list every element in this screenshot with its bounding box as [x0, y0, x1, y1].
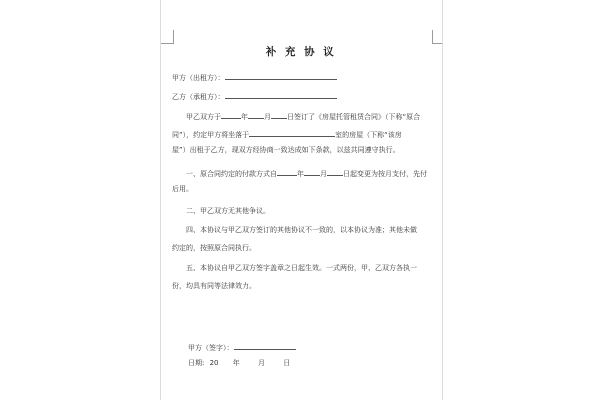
page-title: 补 充 协 议	[265, 46, 337, 58]
intro-text-d: 室的房屋（下称“该房	[335, 131, 402, 139]
party-b-label: 乙方（承租方）：	[172, 93, 225, 101]
clause-1-month-unit: 月	[320, 170, 327, 178]
intro-line-3: 屋”）出租于乙方，现双方经协商一致达成如下条款，以兹共同遵守执行。	[172, 146, 400, 154]
intro-line-2	[172, 128, 402, 140]
intro-month-blank[interactable]	[248, 110, 264, 119]
signature-line	[188, 341, 296, 353]
date-year-unit: 年	[232, 359, 240, 367]
date-month-unit: 月	[257, 359, 265, 367]
intro-text-a: 甲乙双方于	[186, 113, 221, 121]
date-line	[188, 359, 290, 368]
clause-1-day-blank[interactable]	[327, 167, 343, 176]
clause-1-month-blank[interactable]	[304, 167, 320, 176]
party-b-blank[interactable]	[225, 90, 337, 99]
intro-day-blank[interactable]	[271, 110, 287, 119]
clause-1-year-blank[interactable]	[277, 167, 297, 176]
party-a-line	[172, 71, 337, 83]
page-right-edge	[442, 0, 443, 400]
clause-1-text-b: 日起变更为按月支付，先付	[343, 170, 427, 178]
clause-1-line-2: 后用。	[172, 185, 193, 193]
clause-1-line-1	[186, 167, 427, 179]
clause-4-line-2: 约定的，按照原合同执行。	[172, 244, 256, 252]
intro-month-unit: 月	[264, 113, 271, 121]
clause-2: 二、甲乙双方无其他争议。	[186, 207, 270, 215]
date-label: 日期:	[188, 359, 205, 367]
intro-text-c: 同”），约定甲方将坐落于	[172, 131, 250, 139]
property-address-blank[interactable]	[249, 128, 335, 137]
clause-5-line-1: 五、本协议自甲乙双方签字盖章之日起生效。一式两份，甲、乙双方各执一	[186, 264, 417, 272]
clause-5-line-2: 份，均具有同等法律效力。	[172, 282, 256, 290]
signature-label: 甲方（签字）：	[188, 344, 234, 352]
intro-text-b: 日签订了《房屋托管租赁合同》（下称“原合	[287, 113, 421, 121]
clause-1-year-unit: 年	[297, 170, 304, 178]
date-year-prefix: 20	[209, 359, 219, 367]
clause-1-text-a: 一、原合同约定的付款方式自	[186, 170, 277, 178]
party-a-blank[interactable]	[225, 71, 337, 80]
intro-year-unit: 年	[241, 113, 248, 121]
signature-blank[interactable]	[234, 341, 296, 350]
date-day-unit: 日	[283, 359, 291, 367]
party-b-line	[172, 90, 337, 102]
party-a-label: 甲方（出租方）：	[172, 74, 225, 82]
intro-year-blank[interactable]	[221, 110, 241, 119]
document-page	[160, 0, 442, 400]
clause-4-line-1: 四、本协议与甲乙双方签订的其他协议不一致的，以本协议为准；其他未做	[186, 226, 417, 234]
intro-line-1	[186, 110, 420, 122]
